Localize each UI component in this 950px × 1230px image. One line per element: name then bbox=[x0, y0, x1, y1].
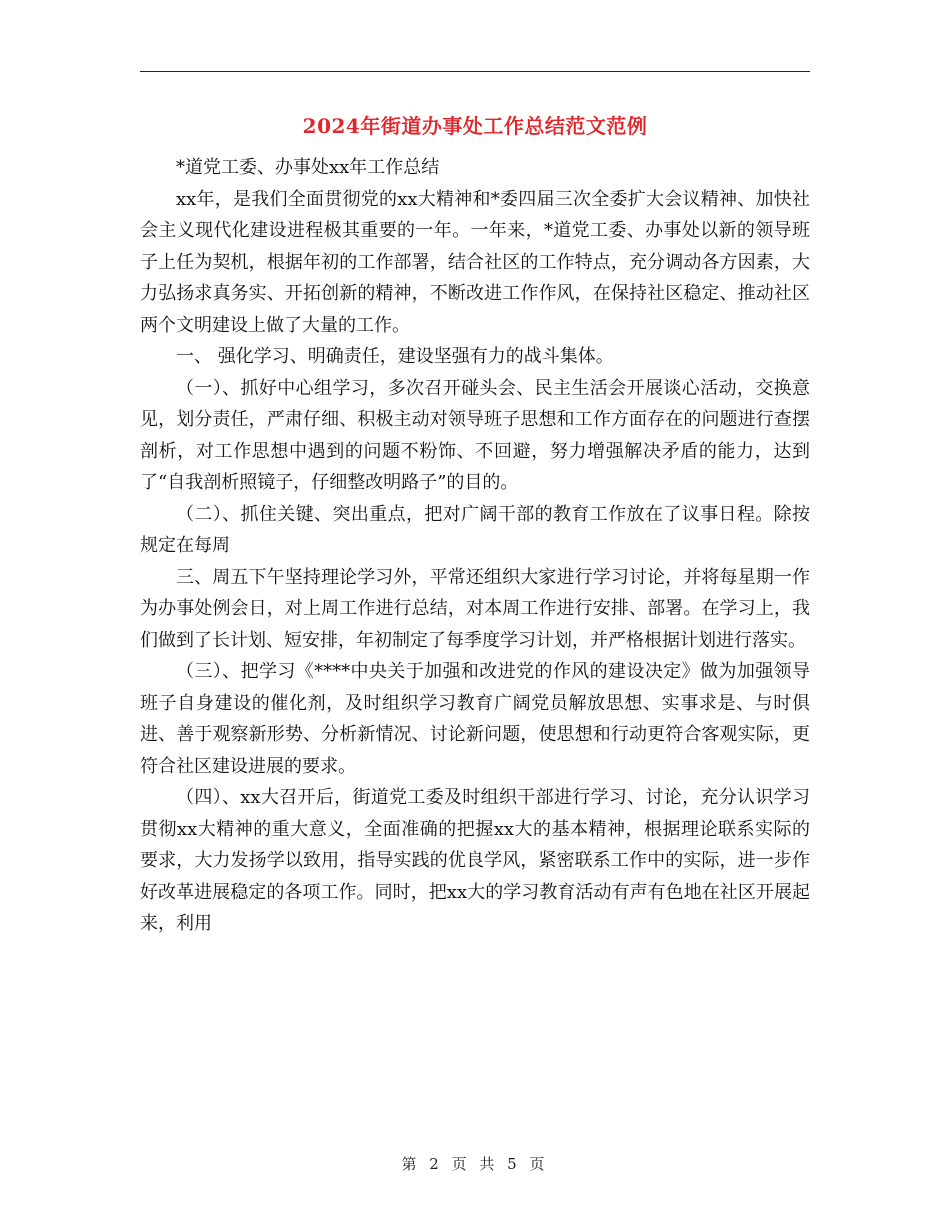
document-title: 2024年街道办事处工作总结范文范例 bbox=[302, 114, 648, 138]
paragraph-item-2-continued: 三、周五下午坚持理论学习外，平常还组织大家进行学习讨论，并将每星期一作为办事处例会日，对上周工作进行总结，对本周工作进行安排、部署。在学习上，我们做到了长计划、短安排，年初制定了每季度学习计划，并严格根据计划进行落实。 bbox=[140, 566, 810, 651]
paragraph-item-4: （四）、xx大召开后，街道党工委及时组织干部进行学习、讨论，充分认识学习贯彻xx大精神的重大意义，全面准确的把握xx大的基本精神，根据理论联系实际的要求，大力发扬学以致用，指导实践的优良学风，紧密联系工作中的实际，进一步作好改革进展稳定的各项工作。同时，把xx大的学习教育活动有声有色地在社区开展起来，利用 bbox=[140, 787, 810, 934]
paragraph-intro: xx年，是我们全面贯彻党的xx大精神和*委四届三次全委扩大会议精神、加快社会主义现代化建设进程极其重要的一年。一年来，*道党工委、办事处以新的领导班子上任为契机，根据年初的工作部署，结合社区的工作特点，充分调动各方因素，大力弘扬求真务实、开拓创新的精神，不断改进工作作风，在保持社区稳定、推动社区两个文明建设上做了大量的工作。 bbox=[140, 188, 810, 336]
paragraph-item-3: （三）、把学习《****中央关于加强和改进党的作风的建设决定》做为加强领导班子自身建设的催化剂，及时组织学习教育广阔党员解放思想、实事求是、与时俱进、善于观察新形势、分析新情况、讨论新问题，使思想和行动更符合客观实际，更符合社区建设进展的要求。 bbox=[140, 661, 810, 777]
paragraph-item-2: （二）、抓住关键、突出重点，把对广阔干部的教育工作放在了议事日程。除按规定在每周 bbox=[140, 503, 810, 556]
document-body bbox=[140, 152, 810, 940]
page-number: 第 2 页 共 5 页 bbox=[401, 1155, 549, 1173]
paragraph-item-1: （一）、抓好中心组学习，多次召开碰头会、民主生活会开展谈心活动，交换意见，划分责任，严肃仔细、积极主动对领导班子思想和工作方面存在的问题进行查摆剖析，对工作思想中遇到的问题不粉饰、不回避，努力增强解决矛盾的能力，达到了“自我剖析照镜子，仔细整改明路子”的目的。 bbox=[140, 377, 810, 493]
paragraph-subtitle: *道党工委、办事处xx年工作总结 bbox=[176, 157, 440, 178]
section-heading-1: 一、 强化学习、明确责任，建设坚强有力的战斗集体。 bbox=[176, 346, 614, 367]
header-rule bbox=[140, 71, 810, 72]
